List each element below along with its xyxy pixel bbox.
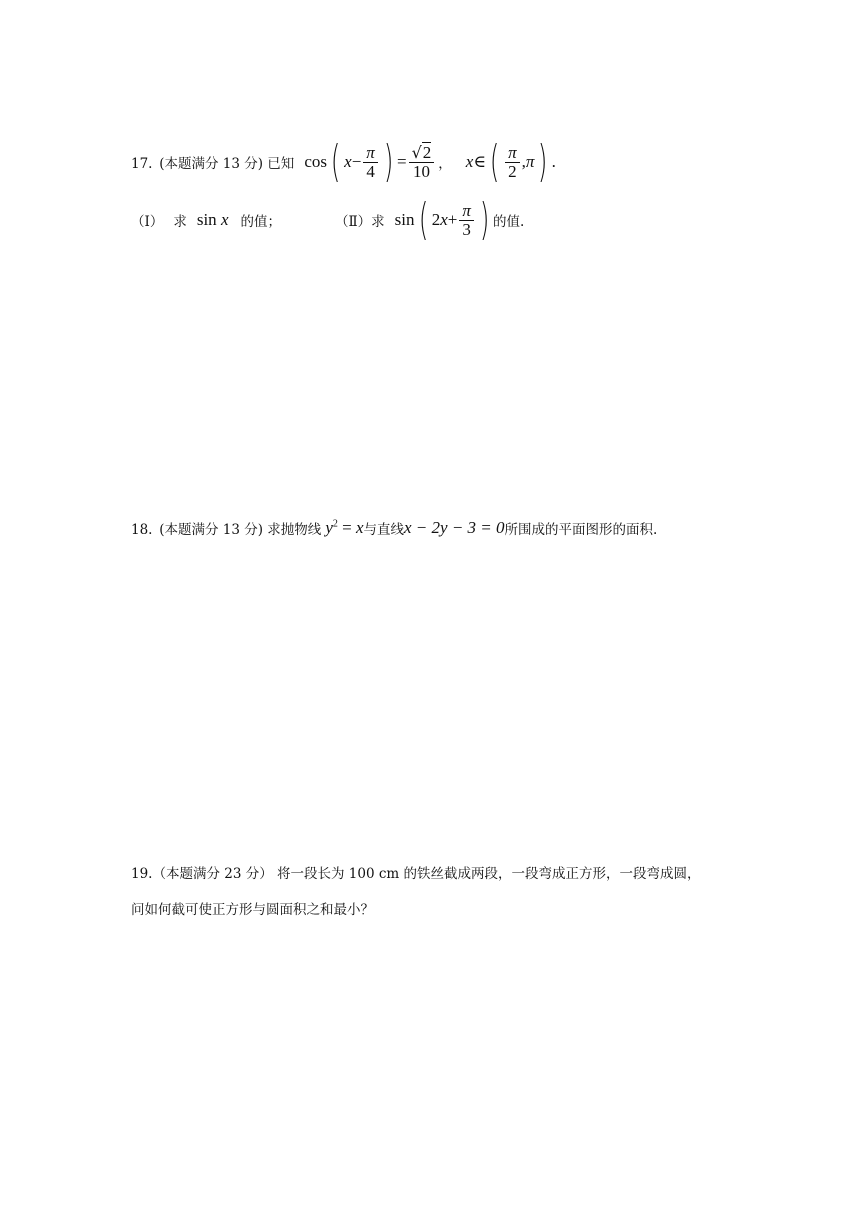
x-domain-expression: x ∈ ( $\frac{\pi}{2}$ , π ) . <box>465 136 556 187</box>
sqrt2-over-10: $\frac{√2}{10}$ <box>409 144 435 181</box>
line-equation: x − 2y − 3 = 0 <box>404 518 505 537</box>
part-1-label: （I） <box>131 214 164 230</box>
pi-over-2: $\frac{\pi}{2}$ <box>505 144 520 181</box>
question-19-line-2: 问如何截可使正方形与圆面积之和最小？ <box>131 902 374 918</box>
part-2-label: （Ⅱ）求 <box>334 214 385 230</box>
parabola-equation: $y^2 = x$ <box>325 518 364 537</box>
question-17-prefix: 17. (本题满分 13 分) 已知 <box>131 156 295 172</box>
question-17-statement: 17. (本题满分 13 分) 已知 cos ( x − $\frac{\pi}{4}$ ) = $\frac{√2}{10}$ ， x ∈ ( $\frac{\pi}{2}$ , π ) . <box>131 136 556 187</box>
question-18-statement: 18. (本题满分 13 分) 求抛物线 $y^2 = x$ 与直线 x − 2y − 3 = 0 所围成的平面图形的面积. <box>131 518 658 538</box>
pi-over-4: $\frac{\pi}{4}$ <box>363 144 378 181</box>
cos-expression: cos ( x − $\frac{\pi}{4}$ ) = $\frac{√2}{10}$ <box>304 140 436 184</box>
sin-2x-plus-pi-over-3: sin ( 2 x + $\frac{\pi}{3}$ ) <box>394 194 490 245</box>
sin-x-expression: sin x <box>196 210 229 229</box>
question-17-parts: （I） 求 sin x 的值； （Ⅱ）求 sin ( 2 x + $\frac{\pi}{3}$ ) 的值. <box>131 194 525 245</box>
pi-over-3: $\frac{\pi}{3}$ <box>459 202 474 239</box>
question-19-line-1: 19.（本题满分 23 分） 将一段长为 100 cm 的铁丝截成两段，一段弯成正方形，一段弯成圆， <box>131 866 701 882</box>
